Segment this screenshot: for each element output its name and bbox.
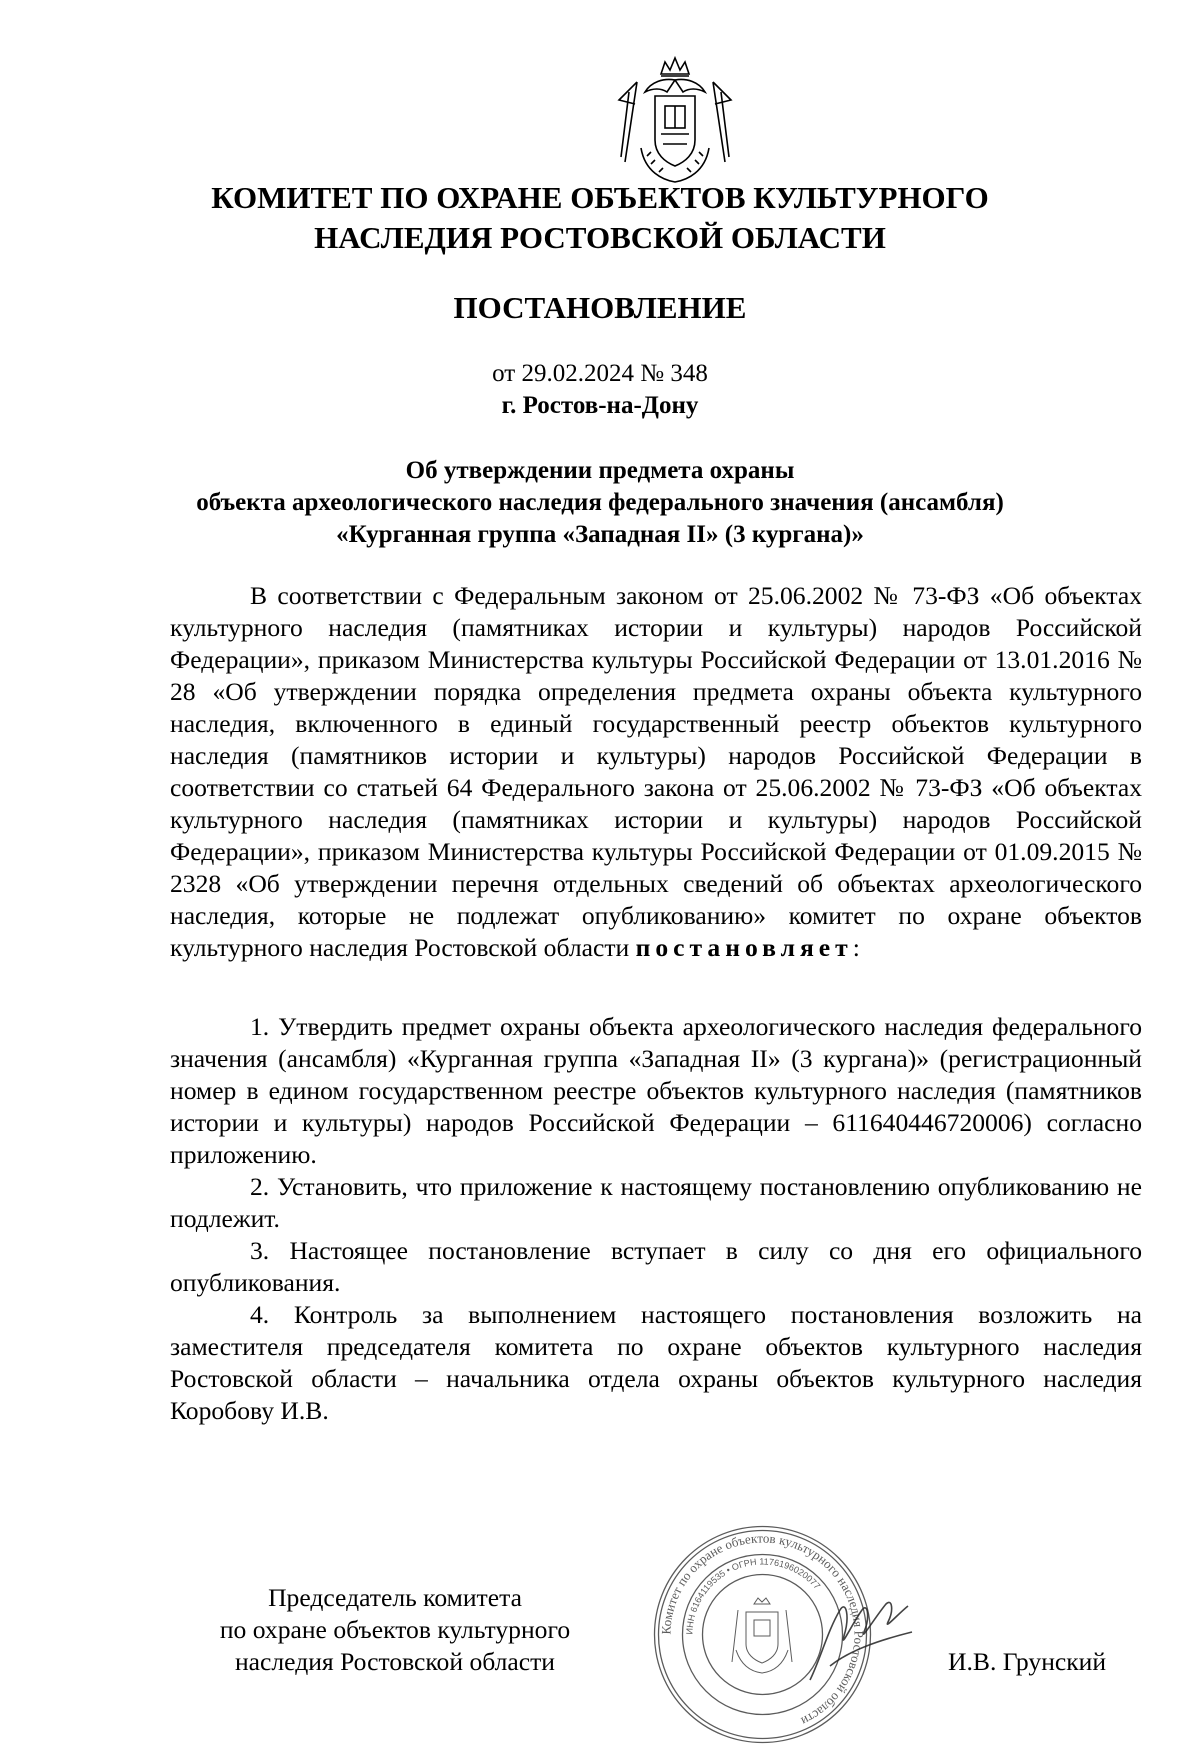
seal-outer-text: Комитет по охране объектов культурного наследия Ростовской области: [658, 1530, 867, 1730]
position-line-2: по охране объектов культурного: [219, 1615, 571, 1644]
resolution-points: [170, 1011, 1142, 1427]
title-line-2: объекта археологического наследия федерального значения (ансамбля): [196, 489, 1004, 516]
resolution-keyword: постановляет: [635, 933, 853, 962]
preamble-text: В соответствии с Федеральным законом от 25.06.2002 № 73-ФЗ «Об объектах культурного наследия (памятниках истории и культуры) народов Российской Федерации», приказом Министерства культуры Российской Федерации от 13.01.2016 № 28 «Об утверждении порядка определения предмета охраны объекта культурного наследия, включенного в единый государственный реестр объектов культурного наследия (памятников истории и культуры) народов Российской Федерации в соответствии со статьей 64 Федерального закона от 25.06.2002 № 73-ФЗ «Об объектах культурного наследия (памятниках истории и культуры) народов Российской Федерации», приказом Министерства культуры Российской Федерации от 01.09.2015 № 2328 «Об утверждении перечня отдельных сведений об объектах археологического наследия, которые не подлежат опубликованию» комитет по охране объектов культурного наследия Ростовской области: [170, 581, 1142, 962]
document-type: ПОСТАНОВЛЕНИЕ: [453, 290, 747, 325]
position-line-1: Председатель комитета: [268, 1583, 522, 1612]
organization-name: [150, 178, 1050, 258]
signatory-name: И.В. Грунский: [948, 1647, 1107, 1676]
seal-inner-text: ИНН 6164119535 • ОГРН 1176196020077: [684, 1556, 823, 1635]
coat-of-arms-emblem: [615, 52, 735, 187]
resolution-point-3: 3. Настоящее постановление вступает в силу со дня его официального опубликования.: [170, 1236, 1142, 1297]
resolution-point-4: 4. Контроль за выполнением настоящего постановления возложить на заместителя председателя комитета по охране объектов культурного наследия Ростовской области – начальника отдела охраны объектов культурного наследия Коробову И.В.: [170, 1300, 1142, 1425]
handwritten-signature: [790, 1570, 930, 1710]
organization-line-2: НАСЛЕДИЯ РОСТОВСКОЙ ОБЛАСТИ: [314, 220, 886, 255]
resolution-point-1: 1. Утвердить предмет охраны объекта археологического наследия федерального значения (ансамбля) «Курганная группа «Западная II» (3 кургана)» (регистрационный номер в едином государственном реестре объектов культурного наследия (памятников истории и культуры) народов Российской Федерации – 611640446720006) согласно приложению.: [170, 1012, 1142, 1169]
position-line-3: наследия Ростовской области: [234, 1647, 555, 1676]
organization-line-1: КОМИТЕТ ПО ОХРАНЕ ОБЪЕКТОВ КУЛЬТУРНОГО: [211, 180, 989, 215]
signatory-position: [180, 1582, 610, 1678]
resolution-point-2: 2. Установить, что приложение к настоящему постановлению опубликованию не подлежит.: [170, 1172, 1142, 1233]
preamble-paragraph: [170, 580, 1142, 964]
preamble-tail: :: [852, 933, 860, 962]
title-line-1: Об утверждении предмета охраны: [405, 457, 795, 484]
document-title: [150, 455, 1050, 551]
document-number-date: от 29.02.2024 № 348: [492, 360, 708, 387]
title-line-3: «Курганная группа «Западная II» (3 кургана)»: [336, 521, 864, 548]
document-city: г. Ростов-на-Дону: [501, 392, 699, 419]
preamble: [170, 580, 1142, 964]
